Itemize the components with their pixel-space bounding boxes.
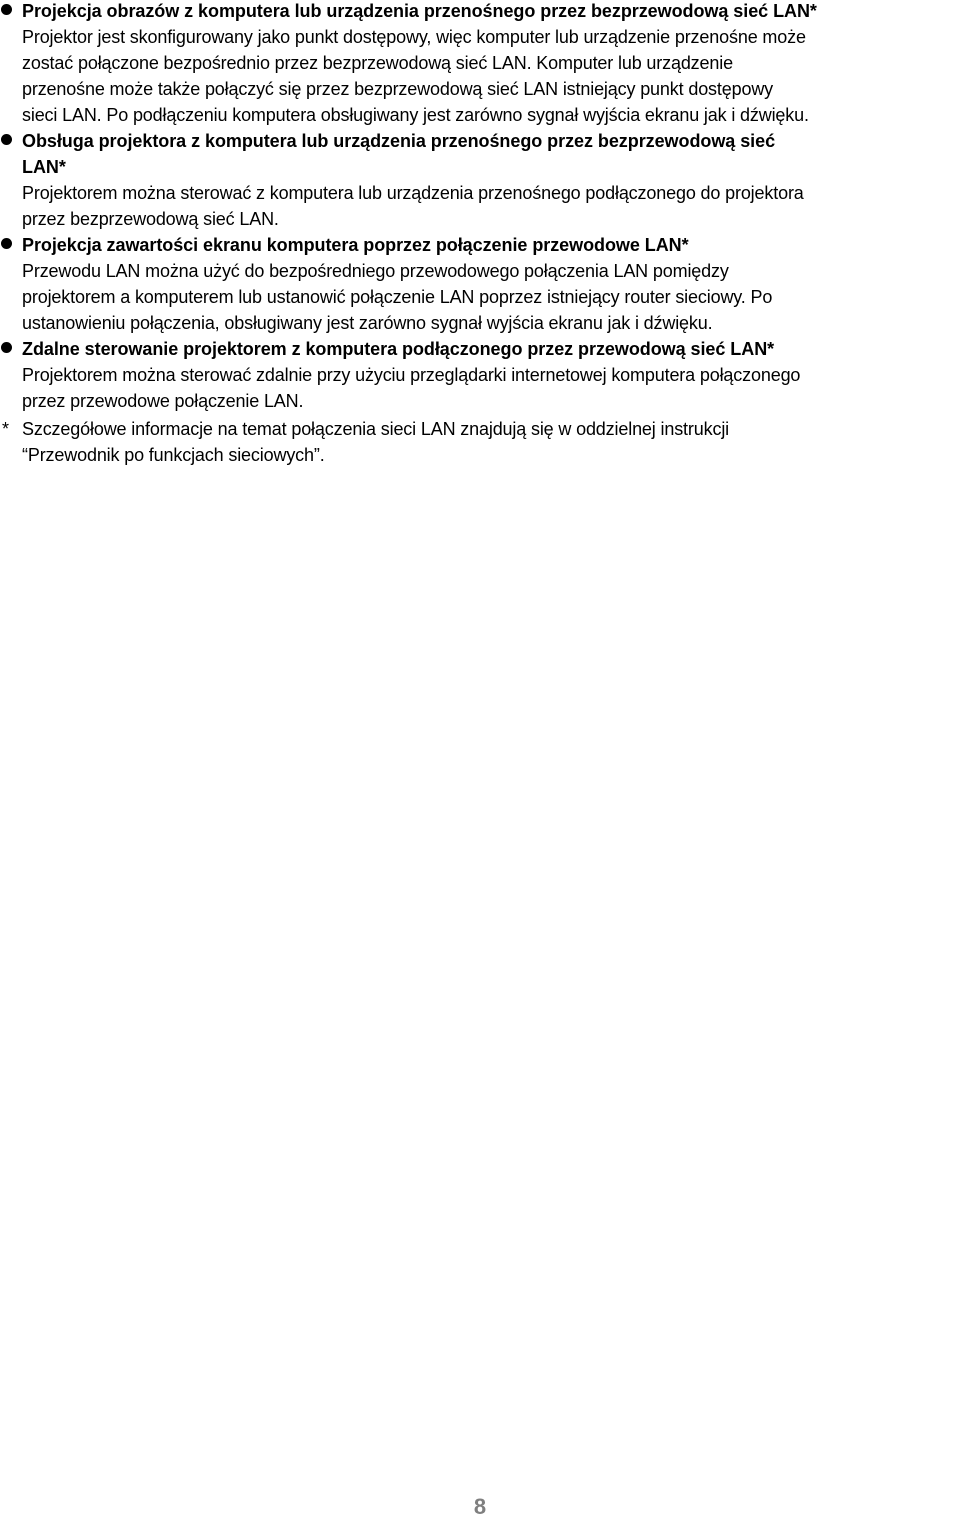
footnote-marker: * bbox=[2, 419, 10, 439]
page-number: 8 bbox=[473, 1494, 487, 1519]
bullet-icon bbox=[1, 134, 12, 145]
feature-heading: Obsługa projektora z komputera lub urządzenia przenośnego przez bezprzewodową sieć LAN* bbox=[22, 131, 776, 177]
bullet-icon bbox=[1, 238, 12, 249]
feature-description: Przewodu LAN można użyć do bezpośredniego przewodowego połączenia LAN pomiędzy projektorem a komputerem lub ustanowić połączenie LAN poprzez istniejący router sieciowy. Po ustanowieniu połączenia, obsługiwany jest zarówno sygnał wyjścia ekranu jak i dźwięku. bbox=[22, 261, 773, 333]
page-content bbox=[0, 0, 960, 468]
feature-item-wireless-control bbox=[0, 128, 960, 232]
footnote-text: Szczegółowe informacje na temat połączenia sieci LAN znajdują się w oddzielnej instrukcji “Przewodnik po funkcjach sieciowych”. bbox=[22, 419, 730, 465]
feature-heading: Projekcja zawartości ekranu komputera poprzez połączenie przewodowe LAN* bbox=[22, 235, 689, 255]
feature-description: Projektorem można sterować z komputera lub urządzenia przenośnego podłączonego do projektora przez bezprzewodową sieć LAN. bbox=[22, 183, 804, 229]
feature-item-wired-remote-control bbox=[0, 336, 960, 414]
bullet-icon bbox=[1, 4, 12, 15]
feature-item-wired-projection bbox=[0, 232, 960, 336]
feature-description: Projektorem można sterować zdalnie przy użyciu przeglądarki internetowej komputera połączonego przez przewodowe połączenie LAN. bbox=[22, 365, 801, 411]
feature-heading: Projekcja obrazów z komputera lub urządzenia przenośnego przez bezprzewodową sieć LAN* bbox=[22, 1, 817, 21]
feature-heading: Zdalne sterowanie projektorem z komputera podłączonego przez przewodową sieć LAN* bbox=[22, 339, 775, 359]
feature-description: Projektor jest skonfigurowany jako punkt dostępowy, więc komputer lub urządzenie przenośne może zostać połączone bezpośrednio przez bezprzewodową sieć LAN. Komputer lub urządzenie przenośne może także połączyć się przez bezprzewodową sieć LAN istniejący punkt dostępowy sieci LAN. Po podłączeniu komputera obsługiwany jest zarówno sygnał wyjścia ekranu jak i dźwięku. bbox=[22, 27, 809, 125]
footnote bbox=[0, 416, 960, 468]
bullet-icon bbox=[1, 342, 12, 353]
feature-item-wireless-projection bbox=[0, 0, 960, 128]
